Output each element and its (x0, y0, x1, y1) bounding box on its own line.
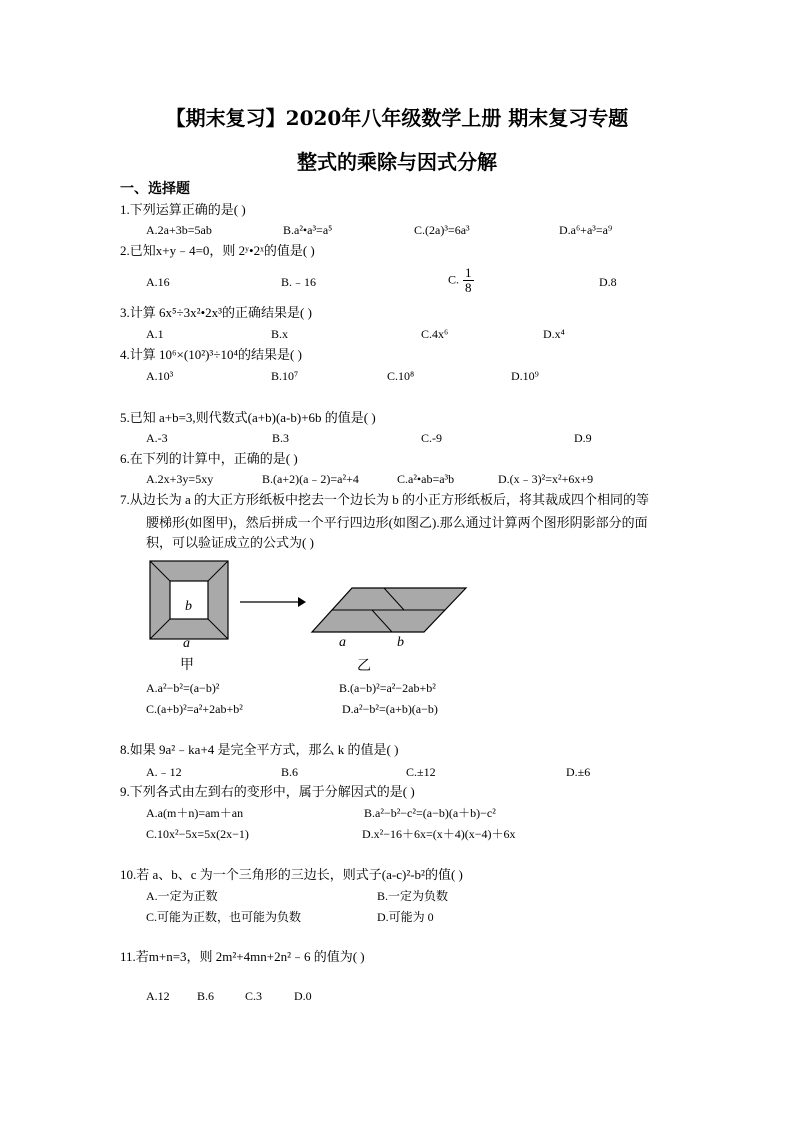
title-line-1: 【期末复习】2020年八年级数学上册 期末复习专题 (165, 106, 629, 130)
q1-option-d: D.a⁶+a³=a⁹ (559, 223, 613, 237)
q9-option-c: C.10x²−5x=5x(2x−1) (146, 827, 249, 841)
q4-option-b: B.10⁷ (271, 369, 299, 383)
figure-jia-label-a: a (183, 636, 190, 651)
q11-stem: 11.若m+n=3，则 2m²+4mn+2n²﹣6 的值为( ) (120, 949, 365, 964)
q3-option-c: C.4x⁶ (421, 327, 449, 341)
q8-stem: 8.如果 9a²﹣ka+4 是完全平方式，那么 k 的值是( ) (120, 742, 399, 757)
figure-yi-caption: 乙 (357, 659, 371, 674)
q5-stem: 5.已知 a+b=3,则代数式(a+b)(a-b)+6b 的值是( ) (120, 410, 376, 425)
q5-option-d: D.9 (574, 431, 592, 445)
q3-option-d: D.x⁴ (543, 327, 565, 341)
q6-stem: 6.在下列的计算中，正确的是( ) (120, 451, 298, 466)
q2-option-c (448, 266, 474, 295)
q7-option-d: D.a²−b²=(a+b)(a−b) (342, 702, 438, 716)
figure-yi-label-a: a (339, 635, 346, 650)
figure-jia-caption: 甲 (180, 658, 194, 673)
q7-option-b: B.(a−b)²=a²−2ab+b² (339, 681, 436, 695)
q3-option-a: A.1 (146, 327, 164, 341)
q11-option-c: C.3 (245, 989, 263, 1003)
figure-jia-label-b: b (185, 599, 192, 614)
q2-option-a: A.16 (146, 275, 170, 289)
q4-option-a: A.10³ (146, 369, 174, 383)
q2-stem: 2.已知x+y﹣4=0，则 2ʸ•2ˣ的值是( ) (120, 243, 315, 258)
q8-option-b: B.6 (281, 765, 299, 779)
q11-option-a: A.12 (146, 989, 170, 1003)
q4-option-d: D.10⁹ (511, 369, 539, 383)
q1-option-b: B.a²•a³=a⁵ (283, 223, 333, 237)
q1-option-c: C.(2a)³=6a³ (414, 223, 470, 237)
fraction-numerator: 1 (465, 265, 472, 280)
q6-option-d: D.(x﹣3)²=x²+6x+9 (498, 472, 594, 486)
q2-option-b: B.﹣16 (281, 275, 317, 289)
fraction-denominator: 8 (465, 280, 472, 295)
q10-option-a: A.一定为正数 (146, 889, 218, 903)
q10-option-d: D.可能为 0 (377, 910, 434, 924)
q9-option-d: D.x²−16＋6x=(x＋4)(x−4)＋6x (362, 827, 516, 841)
q11-option-d: D.0 (294, 989, 312, 1003)
q7-option-c: C.(a+b)²=a²+2ab+b² (146, 702, 243, 716)
q7-stem-line-1: 7.从边长为 a 的大正方形纸板中挖去一个边长为 b 的小正方形纸板后，将其裁成四个相同的等 (120, 492, 650, 507)
figure-yi (310, 586, 468, 634)
q1-stem: 1.下列运算正确的是( ) (120, 202, 246, 217)
q4-stem: 4.计算 10⁶×(10²)³÷10⁴的结果是( ) (120, 347, 302, 362)
section-heading: 一、选择题 (120, 182, 190, 197)
q5-option-a: A.-3 (146, 431, 168, 445)
q7-stem-line-2: 腰梯形(如图甲)，然后拼成一个平行四边形(如图乙).那么通过计算两个图形阴影部分的面 (146, 515, 648, 530)
q10-option-b: B.一定为负数 (377, 889, 449, 903)
q4-option-c: C.10⁸ (387, 369, 415, 383)
q3-stem: 3.计算 6x⁵÷3x²•2x³的正确结果是( ) (120, 305, 312, 320)
q5-option-b: B.3 (272, 431, 290, 445)
q11-option-b: B.6 (197, 989, 215, 1003)
arrow-right-icon (240, 596, 306, 608)
q9-option-a: A.a(m＋n)=am＋an (146, 806, 244, 820)
q6-option-c: C.a²•ab=a³b (397, 472, 455, 486)
q9-option-b: B.a²−b²−c²=(a−b)(a＋b)−c² (364, 806, 496, 820)
q2-option-c-prefix: C. (448, 272, 460, 287)
q2-option-c-fraction (463, 266, 474, 295)
q7-stem-line-3: 积，可以验证成立的公式为( ) (146, 535, 314, 550)
q10-option-c: C.可能为正数，也可能为负数 (146, 910, 302, 924)
q3-option-b: B.x (271, 327, 289, 341)
q6-option-b: B.(a+2)(a﹣2)=a²+4 (262, 472, 359, 486)
q1-option-a: A.2a+3b=5ab (146, 223, 212, 237)
q8-option-c: C.±12 (406, 765, 436, 779)
q10-stem: 10.若 a、b、c 为一个三角形的三边长，则式子(a-c)²-b²的值( ) (120, 867, 463, 882)
q5-option-c: C.-9 (421, 431, 442, 445)
q8-option-a: A.﹣12 (146, 765, 182, 779)
q2-option-d: D.8 (599, 275, 617, 289)
q9-stem: 9.下列各式由左到右的变形中，属于分解因式的是( ) (120, 784, 415, 799)
figure-yi-label-b: b (397, 635, 404, 650)
q8-option-d: D.±6 (566, 765, 591, 779)
q6-option-a: A.2x+3y=5xy (146, 472, 214, 486)
q7-option-a: A.a²−b²=(a−b)² (146, 681, 220, 695)
title-line-2: 整式的乘除与因式分解 (297, 150, 497, 174)
